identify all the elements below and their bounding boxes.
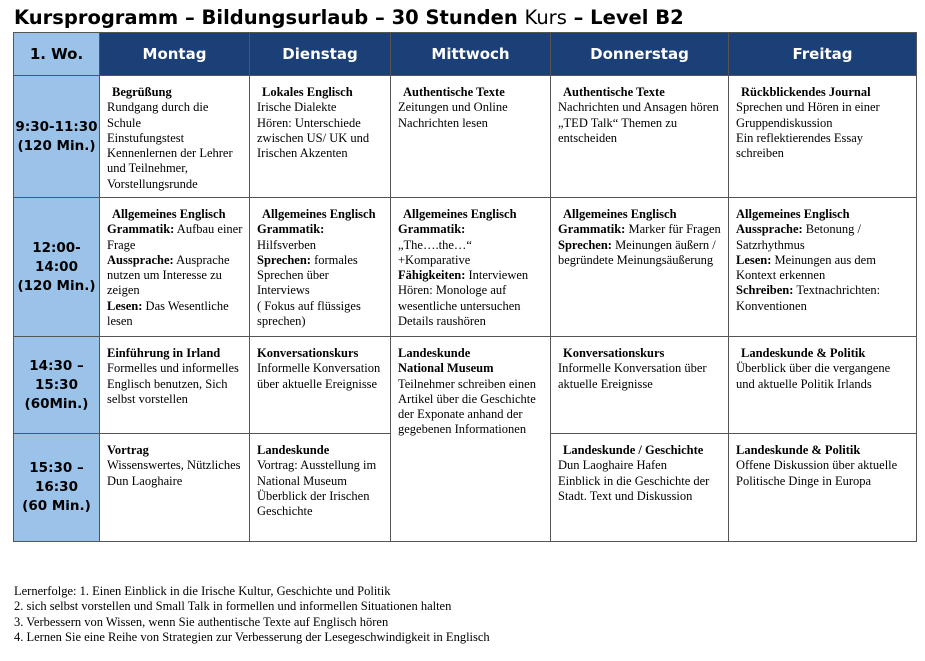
footer-line-1: Lernerfolge: 1. Einen Einblick in die Irische Kultur, Geschichte und Politik <box>14 584 391 598</box>
cell-wednesday-1: Authentische Texte Zeitungen und Online Nachrichten lesen <box>391 76 551 198</box>
table-row <box>14 198 917 337</box>
table-row <box>14 337 917 434</box>
footer-line-3: 3. Verbessern von Wissen, wenn Sie authentische Texte auf Englisch hören <box>14 614 389 629</box>
cell-friday-4: Landeskunde & Politik Offene Diskussion über aktuelle Politische Dinge in Europa <box>729 434 917 542</box>
header-monday: Montag <box>100 33 250 76</box>
title-part-2: Kurs <box>524 6 567 29</box>
header-week: 1. Wo. <box>14 33 100 76</box>
cell-wednesday-2: Allgemeines Englisch Grammatik: „The….the…“ +Komparative Fähigkeiten: Interviewen Hören: Monologe auf wesentliche untersuchen Details raushören <box>391 198 551 337</box>
cell-thursday-4: Landeskunde / Geschichte Dun Laoghaire Hafen Einblick in die Geschichte der Stadt. Text und Diskussion <box>551 434 729 542</box>
cell-monday-2: Allgemeines Englisch Grammatik: Aufbau einer Frage Aussprache: Ausprache nutzen um Interesse zu zeigen Lesen: Das Wesentliche lesen <box>100 198 250 337</box>
header-row <box>14 33 917 76</box>
header-friday: Freitag <box>729 33 917 76</box>
table-row <box>14 76 917 198</box>
cell-tuesday-3: Konversationskurs Informelle Konversation über aktuelle Ereignisse <box>250 337 391 434</box>
cell-monday-4: Vortrag Wissenswertes, Nützliches Dun Laoghaire <box>100 434 250 542</box>
learning-outcomes <box>14 584 490 645</box>
time-slot-4: 15:30 – 16:30 (60 Min.) <box>14 434 100 542</box>
time-slot-2: 12:00- 14:00 (120 Min.) <box>14 198 100 337</box>
header-wednesday: Mittwoch <box>391 33 551 76</box>
cell-thursday-2: Allgemeines Englisch Grammatik: Marker für Fragen Sprechen: Meinungen äußern / begründete Meinungsäußerung <box>551 198 729 337</box>
title-part-3: – Level B2 <box>566 6 684 29</box>
cell-tuesday-4: Landeskunde Vortrag: Ausstellung im National Museum Überblick der Irischen Geschichte <box>250 434 391 542</box>
cell-thursday-3: Konversationskurs Informelle Konversation über aktuelle Ereignisse <box>551 337 729 434</box>
footer-line-4: 4. Lernen Sie eine Reihe von Strategien zur Verbesserung der Lesegeschwindigkeit in Englisch <box>14 629 490 644</box>
cell-friday-3: Landeskunde & Politik Überblick über die vergangene und aktuelle Politik Irlands <box>729 337 917 434</box>
cell-tuesday-2: Allgemeines Englisch Grammatik: Hilfsverben Sprechen: formales Sprechen über Interviews ( Fokus auf flüssiges sprechen) <box>250 198 391 337</box>
cell-friday-1: Rückblickendes Journal Sprechen und Hören in einer Gruppendiskussion Ein reflektierendes Essay schreiben <box>729 76 917 198</box>
footer-line-2: 2. sich selbst vorstellen und Small Talk in formellen und informellen Situationen halten <box>14 599 452 614</box>
time-slot-1: 9:30-11:30 (120 Min.) <box>14 76 100 198</box>
cell-wednesday-3: Landeskunde National Museum Teilnehmer schreiben einen Artikel über die Geschichte der Exponate anhand der gegebenen Informationen <box>391 337 551 542</box>
cell-thursday-1: Authentische Texte Nachrichten und Ansagen hören „TED Talk“ Themen zu entscheiden <box>551 76 729 198</box>
cell-monday-1: Begrüßung Rundgang durch die Schule Einstufungstest Kennenlernen der Lehrer und Teilnehmer, Vorstellungsrunde <box>100 76 250 198</box>
cell-tuesday-1: Lokales Englisch Irische Dialekte Hören: Unterschiede zwischen US/ UK und Irischen Akzenten <box>250 76 391 198</box>
title-part-1: Kursprogramm – Bildungsurlaub – 30 Stunden <box>14 6 525 29</box>
cell-friday-2: Allgemeines Englisch Aussprache: Betonung / Satzrhythmus Lesen: Meinungen aus dem Kontext erkennen Schreiben: Textnachrichten: Konventionen <box>729 198 917 337</box>
schedule-table <box>13 32 917 542</box>
header-tuesday: Dienstag <box>250 33 391 76</box>
time-slot-3: 14:30 – 15:30 (60Min.) <box>14 337 100 434</box>
header-thursday: Donnerstag <box>551 33 729 76</box>
page-title <box>14 6 684 29</box>
cell-monday-3: Einführung in Irland Formelles und informelles Englisch benutzen, Sich selbst vorstellen <box>100 337 250 434</box>
